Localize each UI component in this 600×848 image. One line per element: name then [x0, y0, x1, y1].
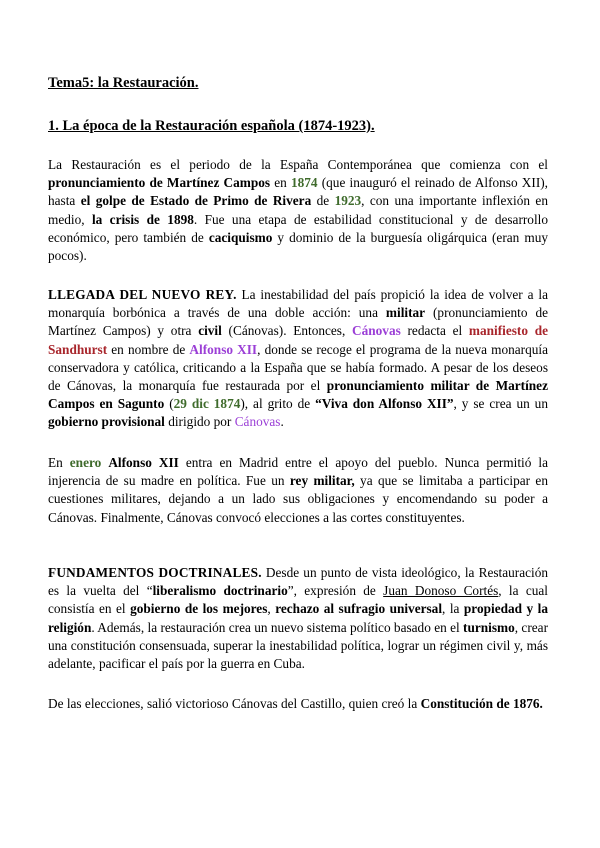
bold-text: militar [385, 305, 426, 321]
text: . [280, 414, 284, 430]
paragraph-heading: LLEGADA DEL NUEVO REY. [48, 287, 237, 302]
text: , y se crea un un [453, 396, 548, 412]
paragraph-intro [48, 156, 548, 265]
highlight-name: Cánovas [352, 323, 401, 339]
text: y dominio de la burguesía oligárquica (eran muy pocos). [48, 229, 548, 264]
bold-text: Alfonso XII [108, 455, 179, 470]
page-title: Tema5: la Restauración. [48, 75, 199, 91]
highlight-date: 29 dic 1874 [173, 396, 241, 412]
text: . Fue una etapa de estabilidad constitucional y de desarrollo económico, pero también de [48, 211, 548, 245]
bold-text: gobierno de los mejores [130, 601, 268, 617]
text: , con una importante inflexión en medio, [48, 193, 548, 227]
text: De las elecciones, salió victorioso Cánovas del Castillo, quien creó la [48, 696, 421, 711]
bold-text: la crisis de 1898 [91, 211, 194, 227]
text: La inestabilidad del país propició la idea de volver a la monarquía borbónica a través de una doble acción: una [48, 287, 548, 321]
text: (pronunciamiento de Martínez Campos) y otra [48, 305, 548, 339]
text: ya que se limitaba a participar en cuestiones militares, dejando a un lado sus obligaciones y encomendando su poder a Cánovas. Finalmente, Cánovas convocó elecciones a las cortes constituyentes. [48, 473, 548, 525]
paragraph-llegada [48, 286, 548, 432]
bold-text: “Viva don Alfonso XII” [315, 396, 454, 412]
bold-text: pronunciamiento de Martínez Campos [48, 175, 271, 191]
text: ), al grito de [240, 396, 316, 412]
bold-text: el golpe de Estado de Primo de Rivera [80, 193, 312, 209]
bold-text: gobierno provisional [48, 414, 165, 430]
text: Desde un punto de vista ideológico, la Restauración es la vuelta del “ [48, 565, 548, 599]
highlight-name: Cánovas [234, 414, 281, 430]
text: , la cual consistía en el [48, 583, 548, 617]
section-heading: 1. La época de la Restauración española (1874-1923). [48, 118, 375, 134]
highlight-year: 1923 [334, 193, 362, 209]
bold-text: civil [198, 323, 222, 339]
text: . Además, la restauración crea un nuevo sistema político basado en el [91, 619, 464, 635]
text: de [311, 193, 335, 209]
highlight-name: Alfonso XII [189, 341, 258, 357]
underlined-name: Juan Donoso Cortés [383, 583, 499, 599]
text: entra en Madrid entre el apoyo del pueblo. Nunca permitió la injerencia de su madre en política. Fue un [48, 455, 548, 489]
highlight-date: enero [69, 455, 102, 470]
paragraph-heading: FUNDAMENTOS DOCTRINALES. [48, 565, 262, 580]
text: , [267, 601, 276, 617]
text: redacta el [400, 323, 469, 339]
bold-text: caciquismo [208, 229, 273, 245]
highlight-year: 1874 [290, 175, 318, 191]
bold-text: propiedad y la religión [48, 601, 548, 635]
text: ”, expresión de [287, 583, 384, 599]
text: La Restauración es el periodo de la España Contemporánea que comienza con el [48, 157, 548, 172]
text: ( [164, 396, 174, 412]
text: en [270, 175, 291, 191]
text: En [48, 455, 70, 470]
bold-text: rechazo al sufragio universal [275, 601, 443, 617]
text: (Cánovas). Entonces, [221, 323, 353, 339]
paragraph-fundamentos [48, 564, 548, 673]
text: , donde se recoge el programa de la nueva monarquía conservadora y católica, criticando a la España que se había formado. A pesar de los deseos de Cánovas, la monarquía fue restaurada por el [48, 341, 548, 394]
bold-text: liberalismo doctrinario [152, 583, 288, 599]
bold-text: rey militar, [289, 473, 355, 489]
text: , crear una constitución consensuada, superar la inestabilidad política, lograr un régimen civil y, más adelante, pacificar el país por la guerra en Cuba. [48, 619, 548, 672]
paragraph-elecciones [48, 695, 548, 713]
bold-text: pronunciamiento militar de Martínez Campos en Sagunto [48, 378, 548, 412]
bold-text: Constitución de 1876. [420, 696, 543, 711]
text: , la [442, 601, 464, 617]
bold-text: turnismo [463, 619, 515, 635]
paragraph-alfonso [48, 454, 548, 527]
highlight-document: manifiesto de Sandhurst [48, 323, 549, 357]
text: dirigido por [164, 414, 235, 430]
text: en nombre de [107, 341, 190, 357]
text: (que inauguró el reinado de Alfonso XII), hasta [48, 175, 548, 209]
